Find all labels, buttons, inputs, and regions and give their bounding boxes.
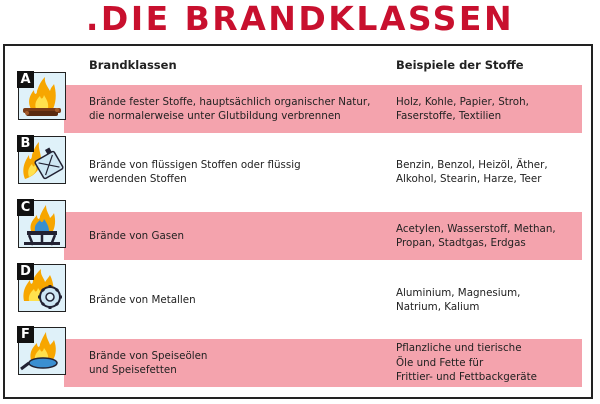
brandklasse-a-badge — [18, 72, 66, 120]
column-header-brandklassen: Brandklassen — [89, 58, 177, 72]
row-description: Brände von Gasen — [89, 229, 184, 242]
row-description: Brände fester Stoffe, hauptsächlich organischer Natur, die normalerweise unter Glutbildung verbrennen — [89, 95, 371, 122]
row-description: Brände von Speiseölen und Speisefetten — [89, 349, 208, 376]
row-examples: Benzin, Benzol, Heizöl, Äther, Alkohol, Stearin, Harze, Teer — [396, 158, 548, 185]
page-title: .DIE BRANDKLASSEN — [85, 0, 515, 38]
brandklasse-letter: F — [17, 326, 34, 343]
brandklasse-c-badge — [18, 200, 66, 248]
brandklasse-letter: C — [17, 199, 34, 216]
brandklasse-letter: A — [17, 71, 34, 88]
row-description: Brände von flüssigen Stoffen oder flüssig werdenden Stoffen — [89, 158, 301, 185]
row-examples: Pflanzliche und tierische Öle und Fette für Frittier- und Fettbackgeräte — [396, 342, 537, 384]
brandklasse-b-badge — [18, 136, 66, 184]
brandklasse-d-badge — [18, 264, 66, 312]
column-header-beispiele: Beispiele der Stoffe — [396, 58, 524, 72]
brandklasse-letter: D — [17, 263, 34, 280]
row-examples: Acetylen, Wasserstoff, Methan, Propan, Stadtgas, Erdgas — [396, 222, 556, 249]
brandklasse-f-badge — [18, 327, 66, 375]
row-examples: Aluminium, Magnesium, Natrium, Kalium — [396, 286, 521, 313]
row-examples: Holz, Kohle, Papier, Stroh, Faserstoffe, Textilien — [396, 95, 529, 122]
row-description: Brände von Metallen — [89, 293, 196, 306]
brandklasse-letter: B — [17, 135, 34, 152]
